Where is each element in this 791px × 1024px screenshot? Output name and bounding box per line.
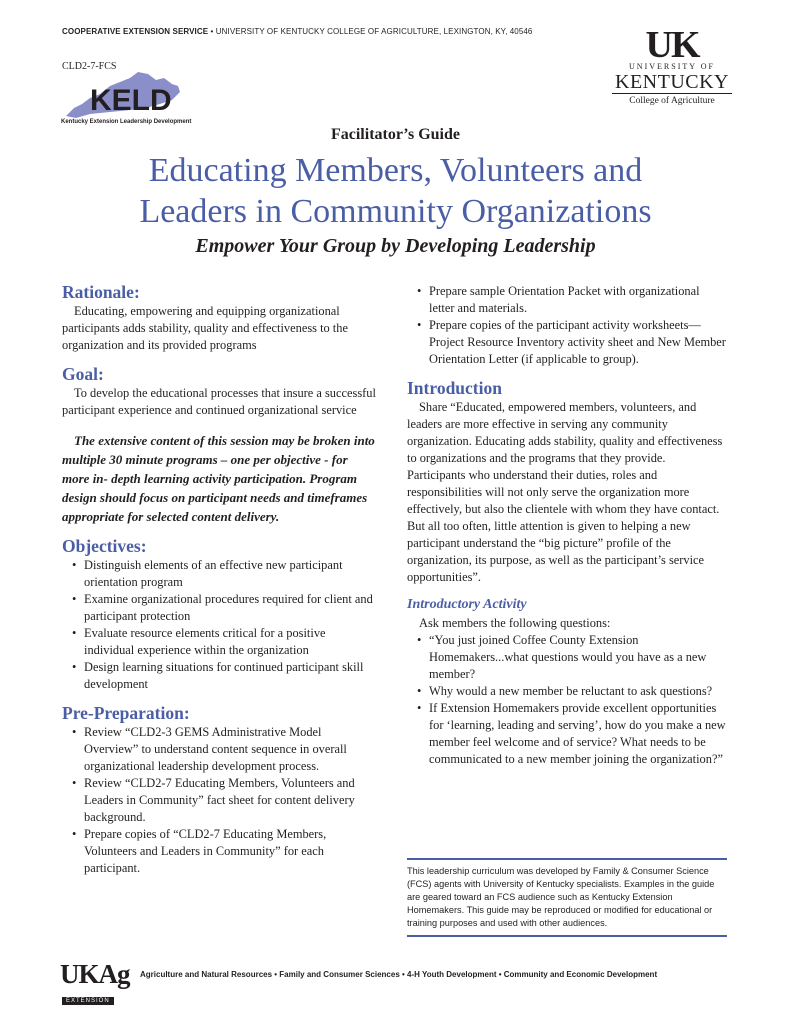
- ukag-extension-logo: [60, 959, 130, 1007]
- introductory-activity-lead: Ask members the following questions:: [419, 616, 611, 630]
- list-item: • Examine organizational procedures required for client and participant protection: [84, 591, 377, 625]
- list-item: • Review “CLD2-3 GEMS Administrative Model Overview” to understand content sequence in overall organizational leadership development process.: [84, 724, 377, 775]
- page-title: [0, 150, 791, 232]
- keld-tagline: Kentucky Extension Leadership Development: [61, 119, 192, 125]
- list-item: • Prepare copies of “CLD2-7 Educating Members, Volunteers and Leaders in Community” for each participant.: [84, 826, 377, 877]
- list-item: • Why would a new member be reluctant to ask questions?: [429, 683, 727, 700]
- introductory-activity-list: [407, 632, 727, 768]
- pre-preparation-heading: Pre-Preparation:: [62, 703, 190, 723]
- objectives-heading: Objectives:: [62, 536, 147, 556]
- curriculum-footnote: This leadership curriculum was developed by Family & Consumer Science (FCS) agents with University of Kentucky specialists. Examples in the guide are geared toward an FCS audience such as Kentucky Extension Homemakers. This guide may be reproduced or modified for educational or training purposes and used with other audiences.: [407, 858, 727, 937]
- rationale-heading: Rationale:: [62, 282, 140, 302]
- document-code: CLD2-7-FCS: [62, 61, 117, 72]
- keld-logo-text: KELD: [90, 84, 172, 117]
- uk-logo: [612, 24, 732, 108]
- session-note: The extensive content of this session may be broken into multiple 30 minute programs – one per objective - for more in- depth learning activity participation. Program design should focus on participant needs and timeframes appropriate for selected content delivery.: [62, 433, 375, 524]
- right-column: [407, 283, 727, 768]
- goal-text: To develop the educational processes that insure a successful participant experience and continued organizational service: [62, 386, 376, 417]
- introduction-text: Share “Educated, empowered members, volunteers, and leaders are more effective in serving any community organization. Educating adds stability, quality and effectiveness to organizations and the programs that they provide. Participants who understand their duties, roles and responsibilities will not only serve the organization more effectively, but also the clientele with whom they have contact. But all too often, little attention is given to helping a new participant understand the “big picture” profile of the organization, its purpose, as well as the participant’s service opportunities”.: [407, 400, 723, 584]
- objectives-list: [62, 557, 377, 693]
- list-item: • Evaluate resource elements critical for a positive individual experience within the organization: [84, 625, 377, 659]
- uk-college-label: College of Agriculture: [629, 96, 715, 106]
- header-org-bold: COOPERATIVE EXTENSION SERVICE: [62, 27, 209, 36]
- list-item: • If Extension Homemakers provide excellent opportunities for ‘learning, leading and serving’, how do you make a new member feel welcome and of service? What needs to be communicated to a new member joining the organization?”: [429, 700, 727, 768]
- footer-program-areas: Agriculture and Natural Resources • Family and Consumer Sciences • 4-H Youth Development • Community and Economic Development: [140, 970, 658, 979]
- uk-university-label: UNIVERSITY OF: [629, 62, 715, 71]
- uk-kentucky-label: KENTUCKY: [612, 72, 732, 94]
- title-line-1: Educating Members, Volunteers and: [148, 152, 643, 189]
- list-item: • Design learning situations for continued participant skill development: [84, 659, 377, 693]
- pre-preparation-list: [62, 724, 377, 877]
- uk-mark: UK: [645, 24, 699, 66]
- list-item: • Prepare sample Orientation Packet with organizational letter and materials.: [429, 283, 727, 317]
- ukag-extension-label: EXTENSION: [62, 997, 114, 1005]
- list-item: • “You just joined Coffee County Extension Homemakers...what questions would you have as a new member?: [429, 632, 727, 683]
- goal-heading: Goal:: [62, 364, 104, 384]
- ukag-wordmark: UKAg: [60, 959, 130, 989]
- header-org-line: [62, 27, 532, 36]
- list-item: • Prepare copies of the participant activity worksheets—Project Resource Inventory activity sheet and New Member Orientation Letter (if applicable to group).: [429, 317, 727, 368]
- title-line-2: Leaders in Community Organizations: [139, 193, 652, 230]
- facilitator-guide-label: Facilitator’s Guide: [330, 126, 460, 143]
- list-item: • Review “CLD2-7 Educating Members, Volunteers and Leaders in Community” fact sheet for content delivery background.: [84, 775, 377, 826]
- page-subtitle: Empower Your Group by Developing Leadership: [195, 235, 596, 257]
- introduction-heading: Introduction: [407, 378, 502, 398]
- rationale-text: Educating, empowering and equipping organizational participants adds stability, quality and effectiveness to the organization and its provided programs: [62, 304, 348, 352]
- left-column: [62, 281, 377, 877]
- pre-preparation-list-continued: [407, 283, 727, 368]
- list-item: • Distinguish elements of an effective new participant orientation program: [84, 557, 377, 591]
- introductory-activity-heading: Introductory Activity: [407, 597, 527, 612]
- header-org-rest: • UNIVERSITY OF KENTUCKY COLLEGE OF AGRICULTURE, LEXINGTON, KY, 40546: [208, 27, 533, 36]
